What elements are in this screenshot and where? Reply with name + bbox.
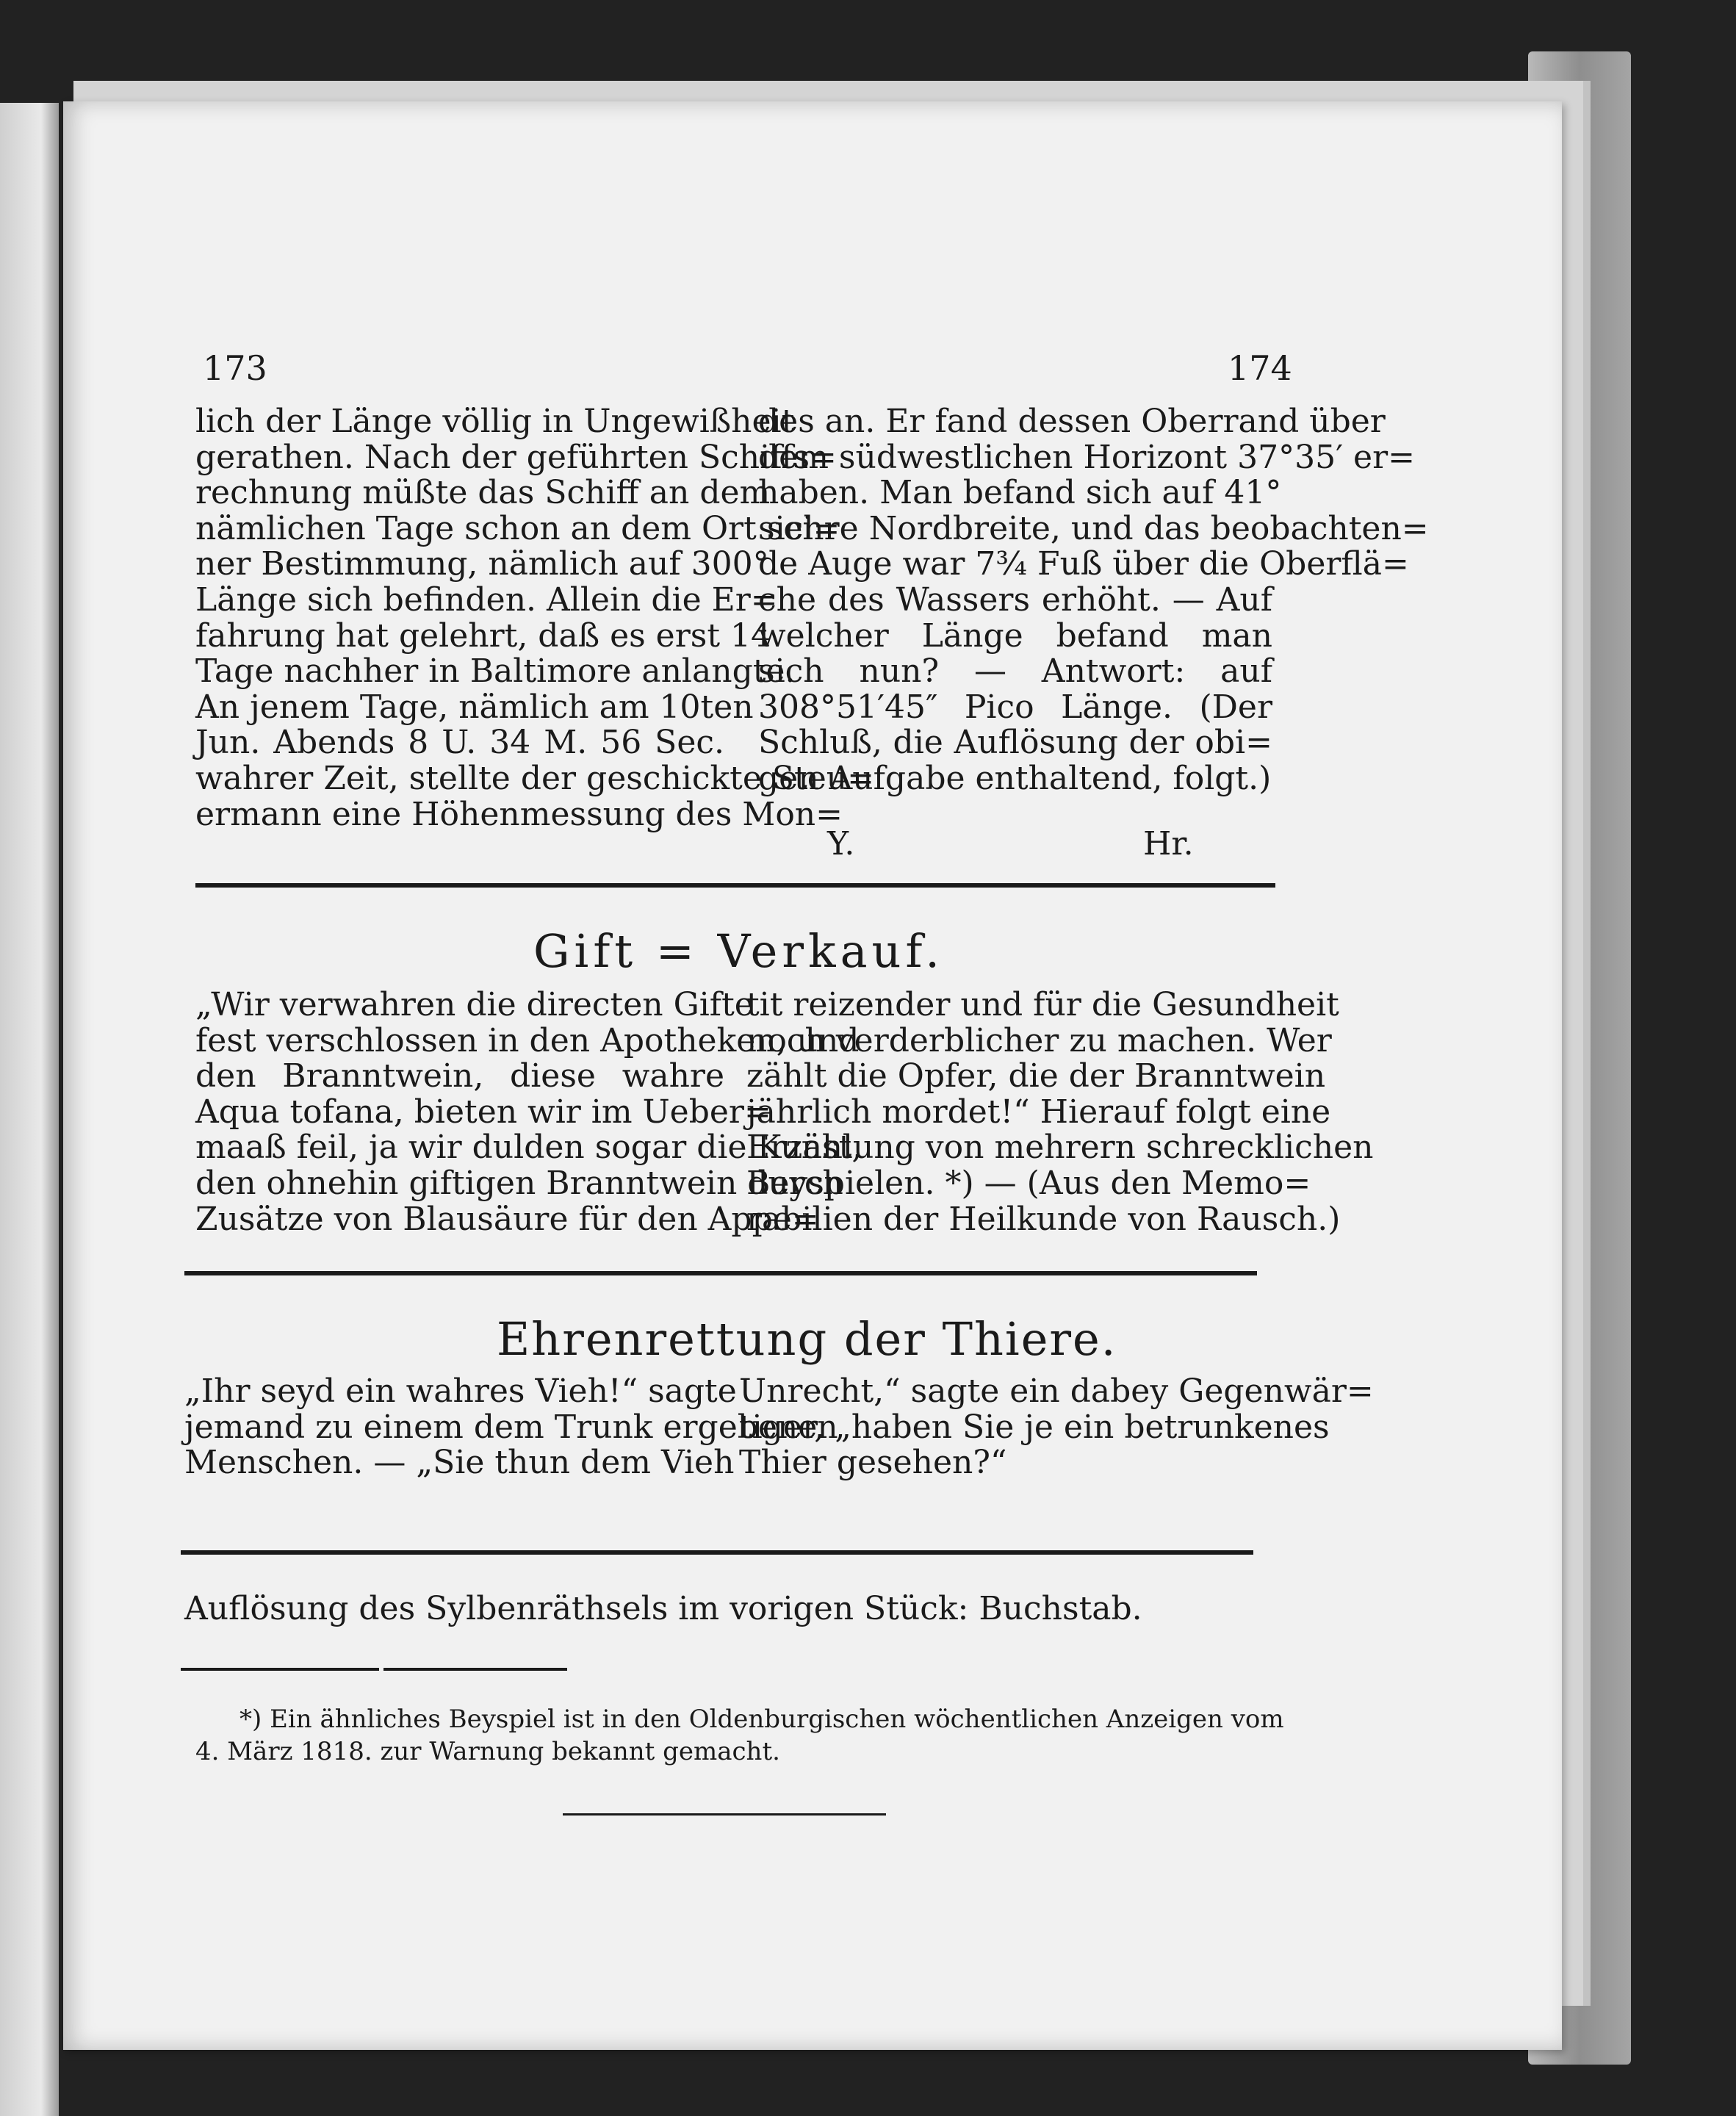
article1-left-line: ner Bestimmung, nämlich auf 300° bbox=[195, 545, 769, 583]
article1-left-column bbox=[195, 403, 874, 833]
footnote-line: 4. März 1818. zur Warnung bekannt gemacht. bbox=[195, 1737, 780, 1766]
article1-left-line: An jenem Tage, nämlich am 10ten bbox=[195, 688, 754, 726]
article1-right-line: sichre Nordbreite, und das beobachten= bbox=[758, 509, 1429, 547]
article1-right-line: haben. Man befand sich auf 41° bbox=[758, 474, 1282, 512]
section-divider-3 bbox=[181, 1550, 1253, 1555]
page-number-right: 174 bbox=[1228, 348, 1292, 388]
section-divider-2 bbox=[184, 1271, 1257, 1275]
article2-right-line: Beyspielen. *) — (Aus den Memo= bbox=[746, 1164, 1311, 1202]
book-page bbox=[63, 101, 1562, 2050]
article2-left-line: Aqua tofana, bieten wir im Ueber= bbox=[195, 1093, 771, 1131]
article2-left-line: Zusätze von Blausäure für den Appe= bbox=[195, 1200, 819, 1238]
article3-left-line: jemand zu einem dem Trunk ergebenen bbox=[184, 1408, 838, 1446]
article2-left-line: „Wir verwahren die directen Gifte bbox=[195, 986, 754, 1023]
article1-left-line: Länge sich befinden. Allein die Er= bbox=[195, 580, 778, 619]
article3-right-line: Thier gesehen?“ bbox=[739, 1444, 1007, 1482]
signature-left: Y. bbox=[827, 825, 855, 863]
article1-right-column bbox=[758, 403, 1429, 797]
article3-left-line: „Ihr seyd ein wahres Vieh!“ sagte bbox=[184, 1372, 737, 1410]
footnote-line: *) Ein ähnliches Beyspiel ist in den Oldenburgischen wöchentlichen Anzeigen vom bbox=[239, 1705, 1284, 1734]
article1-left-line: fahrung hat gelehrt, daß es erst 14 bbox=[195, 616, 771, 655]
article2-right-line: noch verderblicher zu machen. Wer bbox=[746, 1021, 1332, 1059]
article1-right-line: 308°51′45″ Pico Länge. (Der bbox=[758, 688, 1272, 726]
article3-right-column bbox=[739, 1372, 1374, 1482]
article2-left-line: den ohnehin giftigen Branntwein durch bbox=[195, 1164, 843, 1202]
footnote-rule-b bbox=[383, 1668, 567, 1671]
end-rule bbox=[563, 1813, 886, 1815]
article1-right-line: welcher Länge befand man bbox=[758, 616, 1272, 655]
article2-right-line: tit reizender und für die Gesundheit bbox=[746, 986, 1339, 1023]
article2-title: Gift = Verkauf. bbox=[533, 924, 944, 978]
article2-left-line: maaß feil, ja wir dulden sogar die Kunst, bbox=[195, 1129, 862, 1167]
article3-left-column bbox=[184, 1372, 838, 1482]
article2-right-column bbox=[746, 986, 1374, 1238]
article1-right-line: de Auge war 7¾ Fuß über die Oberflä= bbox=[758, 545, 1409, 583]
article1-left-line: ermann eine Höhenmessung des Mon= bbox=[195, 795, 843, 833]
article3-left-line: Menschen. — „Sie thun dem Vieh bbox=[184, 1444, 735, 1482]
article2-left-line: fest verschlossen in den Apotheken, und bbox=[195, 1021, 860, 1059]
article1-left-line: rechnung müßte das Schiff an dem bbox=[195, 474, 771, 512]
article1-left-line: gerathen. Nach der geführten Schiffs= bbox=[195, 438, 837, 476]
article1-left-line: Tage nachher in Baltimore anlangte. bbox=[195, 652, 796, 691]
article1-right-line: che des Wassers erhöht. — Auf bbox=[758, 580, 1272, 619]
footnote bbox=[195, 1703, 1284, 1768]
facing-page-edge bbox=[0, 103, 59, 2116]
article1-right-line: gen Aufgabe enthaltend, folgt.) bbox=[758, 759, 1272, 797]
riddle-solution: Auflösung des Sylbenräthsels im vorigen Stück: Buchstab. bbox=[184, 1590, 1142, 1627]
article1-left-line: wahrer Zeit, stellte der geschickte Steu= bbox=[195, 759, 874, 797]
article3-right-line: tiger, „haben Sie je ein betrunkenes bbox=[739, 1408, 1330, 1446]
footnote-rule-a bbox=[181, 1668, 379, 1671]
article1-left-line: lich der Länge völlig in Ungewißheit bbox=[195, 403, 795, 440]
article2-left-line: den Branntwein, diese wahre bbox=[195, 1057, 724, 1095]
article3-title: Ehrenrettung der Thiere. bbox=[497, 1312, 1117, 1366]
article1-left-line: nämlichen Tage schon an dem Ort sei= bbox=[195, 509, 840, 547]
article1-right-line: dem südwestlichen Horizont 37°35′ er= bbox=[758, 438, 1415, 476]
article2-right-line: rabilien der Heilkunde von Rausch.) bbox=[746, 1200, 1341, 1238]
section-divider-1 bbox=[195, 883, 1275, 888]
article2-left-column bbox=[195, 986, 862, 1238]
article1-left-line: Jun. Abends 8 U. 34 M. 56 Sec. bbox=[195, 724, 724, 762]
article1-right-line: Schluß, die Auflösung der obi= bbox=[758, 724, 1272, 762]
article1-right-line: sich nun? — Antwort: auf bbox=[758, 652, 1272, 691]
article1-right-line: des an. Er fand dessen Oberrand über bbox=[758, 403, 1386, 440]
article3-right-line: Unrecht,“ sagte ein dabey Gegenwär= bbox=[739, 1372, 1374, 1410]
page-number-left: 173 bbox=[203, 348, 267, 388]
article2-right-line: Erzählung von mehrern schrecklichen bbox=[746, 1129, 1374, 1167]
article2-right-line: zählt die Opfer, die der Branntwein bbox=[746, 1057, 1326, 1095]
signature-right: Hr. bbox=[1143, 825, 1194, 863]
article2-right-line: jährlich mordet!“ Hierauf folgt eine bbox=[746, 1093, 1331, 1131]
